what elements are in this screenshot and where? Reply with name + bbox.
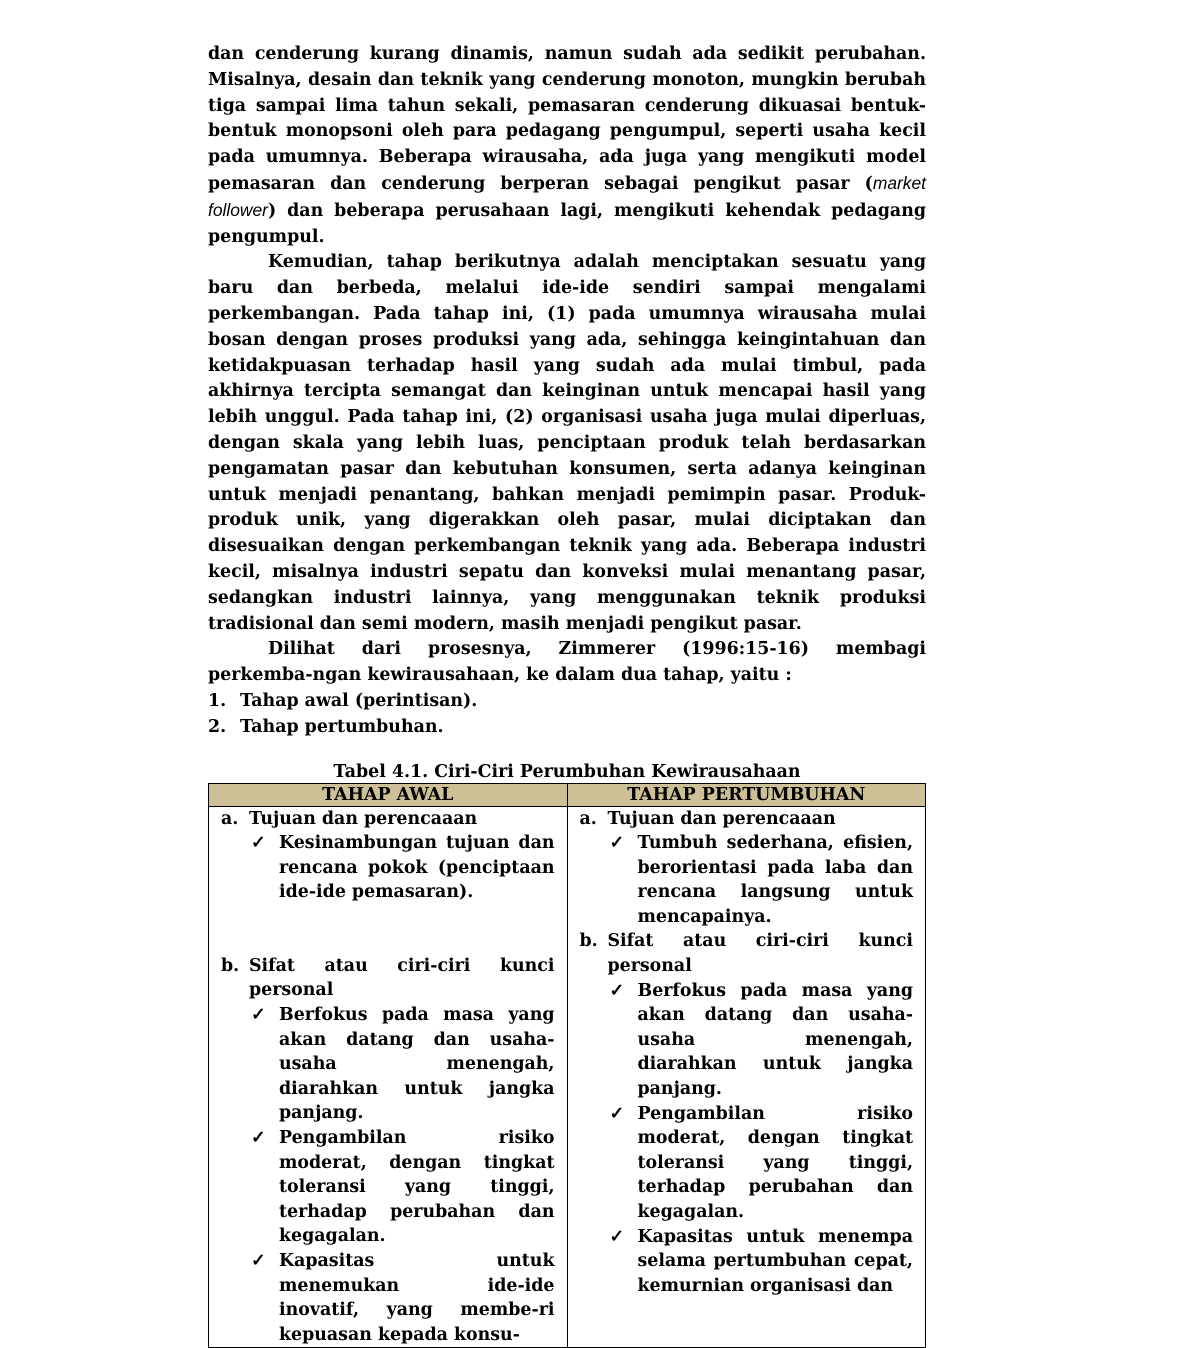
paragraph-1-text: dan cenderung kurang dinamis, namun sudah ada sedikit perubahan. Misalnya, desain dan teknik yang cenderung monoton, mungkin berubah tiga sampai lima tahun sekali, pemasaran cenderung dikuasai bentuk-bentuk monopsoni oleh para pedagang pengumpul, seperti usaha kecil pada umumnya. Beberapa wirausaha, ada juga yang mengikuti model pemasaran dan cenderung berperan sebagai pengikut pasar (	[208, 44, 926, 194]
section-title: Sifat atau ciri-ciri kunci personal	[249, 955, 555, 1001]
checklist-item	[610, 979, 914, 1102]
checklist-text: Berfokus pada masa yang akan datang dan usaha-usaha menengah, diarahkan untuk jangka panjang.	[637, 980, 913, 1100]
checkmark-icon: ✓	[251, 1005, 266, 1026]
checklist-item	[610, 1102, 914, 1225]
section-b	[221, 954, 555, 1003]
section-letter: b.	[579, 931, 598, 952]
section-a	[221, 807, 555, 832]
checklist-item	[251, 1249, 555, 1347]
paragraph-3: Dilihat dari prosesnya, Zimmerer (1996:15-16) membagi perkemba-ngan kewirausahaan, ke dalam dua tahap, yaitu :	[208, 639, 926, 686]
paragraph-1-end: ) dan beberapa perusahaan lagi, mengikuti kehendak pedagang pengumpul.	[208, 200, 926, 247]
checklist-text: Kapasitas untuk menemukan ide-ide inovatif, yang membe-ri kepuasan kepada konsu-	[279, 1251, 555, 1345]
list-number: 2.	[208, 716, 227, 737]
checklist-item	[251, 1003, 555, 1126]
checkmark-icon: ✓	[251, 1128, 266, 1149]
checkmark-icon: ✓	[251, 833, 266, 854]
growth-stage-cell	[567, 806, 926, 1348]
section-title: Tujuan dan perencaaan	[607, 808, 836, 829]
checklist-text: Kapasitas untuk menempa selama pertumbuhan cepat, kemurnian organisasi dan	[637, 1226, 913, 1296]
section-letter: a.	[579, 808, 597, 829]
checkmark-icon: ✓	[609, 1103, 625, 1124]
checklist-item	[251, 831, 555, 905]
checklist-text: Berfokus pada masa yang akan datang dan usaha-usaha menengah, diarahkan untuk jangka panjang.	[279, 1005, 555, 1124]
section-a	[580, 807, 914, 832]
section-title: Tujuan dan perencaaan	[249, 808, 478, 829]
list-text: Tahap pertumbuhan.	[240, 716, 444, 737]
checkmark-icon: ✓	[609, 980, 625, 1001]
table-caption: Tabel 4.1. Ciri-Ciri Perumbuhan Kewirausahaan	[333, 761, 801, 782]
checklist-text: Pengambilan risiko moderat, dengan tingkat toleransi yang tinggi, terhadap perubahan dan kegagalan.	[279, 1128, 555, 1247]
early-stage-cell	[209, 806, 568, 1348]
paragraph-1	[208, 42, 926, 250]
paragraph-1-italic-term: market follower	[208, 172, 926, 220]
section-letter: a.	[221, 808, 239, 829]
checklist-item	[610, 1225, 914, 1299]
column-header-early-stage: TAHAP AWAL	[209, 783, 568, 806]
list-number: 1.	[208, 690, 227, 711]
section-letter: b.	[221, 955, 240, 976]
growth-characteristics-table	[208, 783, 926, 1348]
list-item	[208, 715, 926, 741]
table-row	[209, 806, 926, 1348]
table-header-row	[209, 783, 926, 806]
checklist-text: Pengambilan risiko moderat, dengan tingkat toleransi yang tinggi, terhadap perubahan dan kegagalan.	[637, 1103, 913, 1223]
checkmark-icon: ✓	[609, 1226, 625, 1247]
list-item	[208, 689, 926, 715]
column-header-growth-stage: TAHAP PERTUMBUHAN	[567, 783, 926, 806]
checklist-text: Kesinambungan tujuan dan rencana pokok (penciptaan ide-ide pemasaran).	[279, 833, 555, 903]
document-page	[208, 42, 926, 1348]
checkmark-icon: ✓	[609, 833, 625, 854]
checklist-item	[251, 1126, 555, 1249]
checklist-item	[610, 831, 914, 929]
checklist-text: Tumbuh sederhana, efisien, berorientasi pada laba dan rencana langsung untuk mencapainya.	[637, 833, 913, 927]
section-title: Sifat atau ciri-ciri kunci personal	[607, 931, 913, 977]
list-text: Tahap awal (perintisan).	[240, 690, 478, 711]
section-b	[580, 929, 914, 978]
checkmark-icon: ✓	[251, 1251, 266, 1272]
paragraph-2: Kemudian, tahap berikutnya adalah menciptakan sesuatu yang baru dan berbeda, melalui ide-ide sendiri sampai mengalami perkembangan. Pada tahap ini, (1) pada umumnya wirausaha mulai bosan dengan proses produksi yang ada, sehingga keingintahuan dan ketidakpuasan terhadap hasil yang sudah ada mulai timbul, pada akhirnya tercipta semangat dan keinginan untuk mencapai hasil yang lebih unggul. Pada tahap ini, (2) organisasi usaha juga mulai diperluas, dengan skala yang lebih luas, penciptaan produk telah berdasarkan pengamatan pasar dan kebutuhan konsumen, serta adanya keinginan untuk menjadi penantang, bahkan menjadi pemimpin pasar. Produk-produk unik, yang digerakkan oleh pasar, mulai diciptakan dan disesuaikan dengan perkembangan teknik yang ada. Beberapa industri kecil, misalnya industri sepatu dan konveksi mulai menantang pasar, sedangkan industri lainnya, yang menggunakan teknik produksi tradisional dan semi modern, masih menjadi pengikut pasar.	[208, 252, 926, 634]
stage-list	[208, 689, 926, 741]
